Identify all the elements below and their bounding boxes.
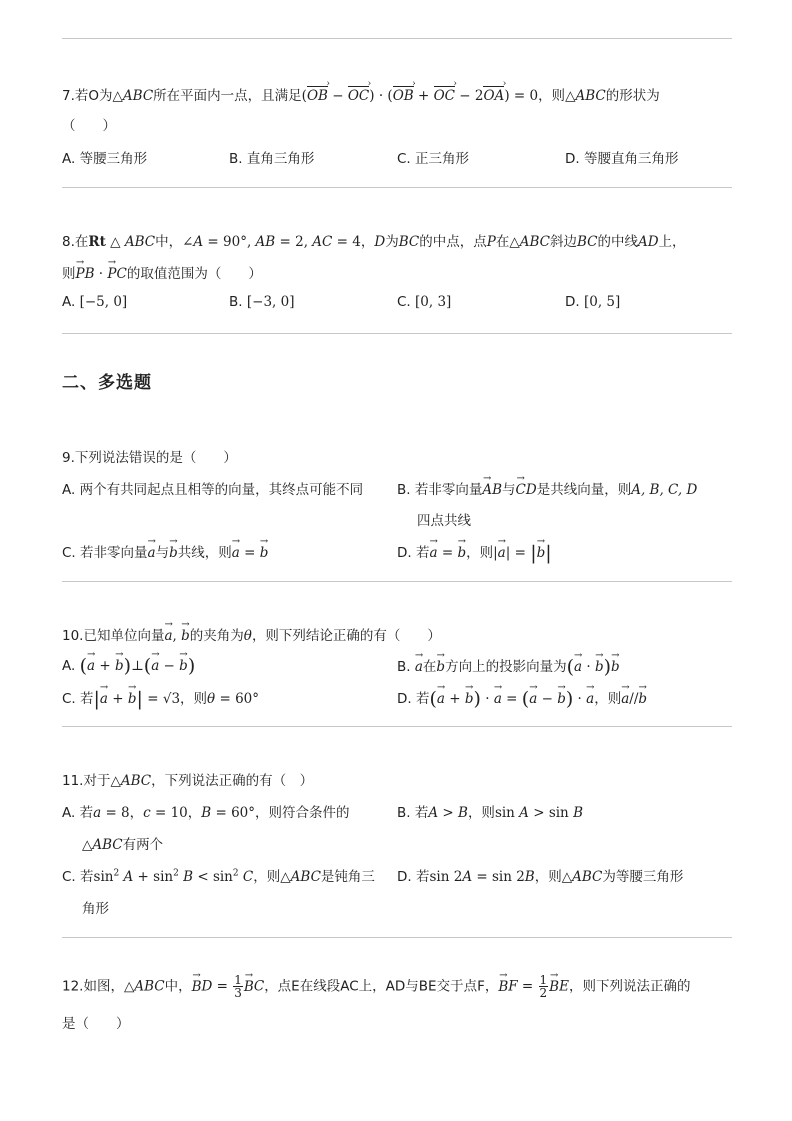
- q8-stem-line1: 8.在Rt △ ABC中，∠A = 90°, AB = 2, AC = 4，D为BC的中点，点P在△ABC斜边BC的中线AD上，: [62, 234, 686, 250]
- q11-option-c-cont: 角形: [82, 901, 109, 917]
- divider: [62, 726, 732, 727]
- q8-option-b[interactable]: B. [−3, 0]: [229, 294, 295, 310]
- divider: [62, 937, 732, 938]
- q9-option-a[interactable]: A. 两个有共同起点且相等的向量，其终点可能不同: [62, 482, 364, 498]
- q11-stem: 11.对于△ABC，下列说法正确的有（ ）: [62, 773, 314, 789]
- q8-option-c[interactable]: C. [0, 3]: [397, 294, 452, 310]
- q8-stem-line2: 则→ PB · → PC的取值范围为（ ）: [62, 262, 262, 282]
- q8-option-a[interactable]: A. [−5, 0]: [62, 294, 128, 310]
- q11-option-a[interactable]: A. 若a = 8，c = 10，B = 60°，则符合条件的: [62, 805, 350, 821]
- q9-stem: 9.下列说法错误的是（ ）: [62, 450, 237, 466]
- q9-option-d[interactable]: D. 若→ a = → b，则|→ a| = |→ b|: [397, 541, 552, 564]
- q11-option-a-cont: △ABC有两个: [82, 837, 164, 853]
- divider-top: [62, 38, 732, 39]
- q9-option-c[interactable]: C. 若非零向量→ a与→ b共线，则→ a = → b: [62, 541, 268, 561]
- q7-stem: 7.若O为△ABC所在平面内一点，且满足(OB › − OC ›) · (OB › + OC › − 2OA ›) = 0，则△ABC的形状为: [62, 84, 660, 104]
- q7-paren: （ ）: [62, 118, 116, 134]
- q8-option-d[interactable]: D. [0, 5]: [565, 294, 621, 310]
- divider: [62, 581, 732, 582]
- q10-option-d[interactable]: D. 若(→ a + → b) · → a = (→ a − → b) · → a，则→ a//→ b: [397, 687, 647, 710]
- q10-option-b[interactable]: B. → a在→ b方向上的投影向量为(→ a · → b)→ b: [397, 655, 620, 678]
- q10-option-a[interactable]: A. (→ a + → b)⊥(→ a − → b): [62, 655, 195, 677]
- divider: [62, 187, 732, 188]
- q12-stem-line2: 是（ ）: [62, 1016, 130, 1032]
- q11-option-d[interactable]: D. 若sin 2A = sin 2B，则△ABC为等腰三角形: [397, 869, 684, 885]
- q7-option-a[interactable]: A. 等腰三角形: [62, 151, 148, 167]
- q7-option-c[interactable]: C. 正三角形: [397, 151, 470, 167]
- q11-option-c[interactable]: C. 若$\sin^2 A + \sin^2 B < \sin^2 C$，则△ABC是钝角三: [62, 868, 375, 885]
- q10-stem: 10.已知单位向量→ a, → b的夹角为θ，则下列结论正确的有（ ）: [62, 624, 441, 644]
- q11-option-b[interactable]: B. 若A > B，则sin A > sin B: [397, 805, 583, 821]
- q10-option-c[interactable]: C. 若|→ a + → b| = √3，则θ = 60°: [62, 687, 259, 710]
- q12-stem-line1: 12.如图，△ABC中，→ BD = $\frac{1}{3}$ → BC，点E在线段AC上，AD与BE交于点F，→ BF = $\frac{1}{2}$ → BE，则下列说法正确的: [62, 974, 690, 999]
- q7-option-d[interactable]: D. 等腰直角三角形: [565, 151, 679, 167]
- divider: [62, 333, 732, 334]
- q9-option-b-cont: 四点共线: [417, 513, 471, 529]
- section-title: 二、多选题: [62, 373, 152, 393]
- q7-option-b[interactable]: B. 直角三角形: [229, 151, 315, 167]
- q9-option-b[interactable]: B. 若非零向量→ AB与→ CD是共线向量，则A, B, C, D: [397, 478, 697, 498]
